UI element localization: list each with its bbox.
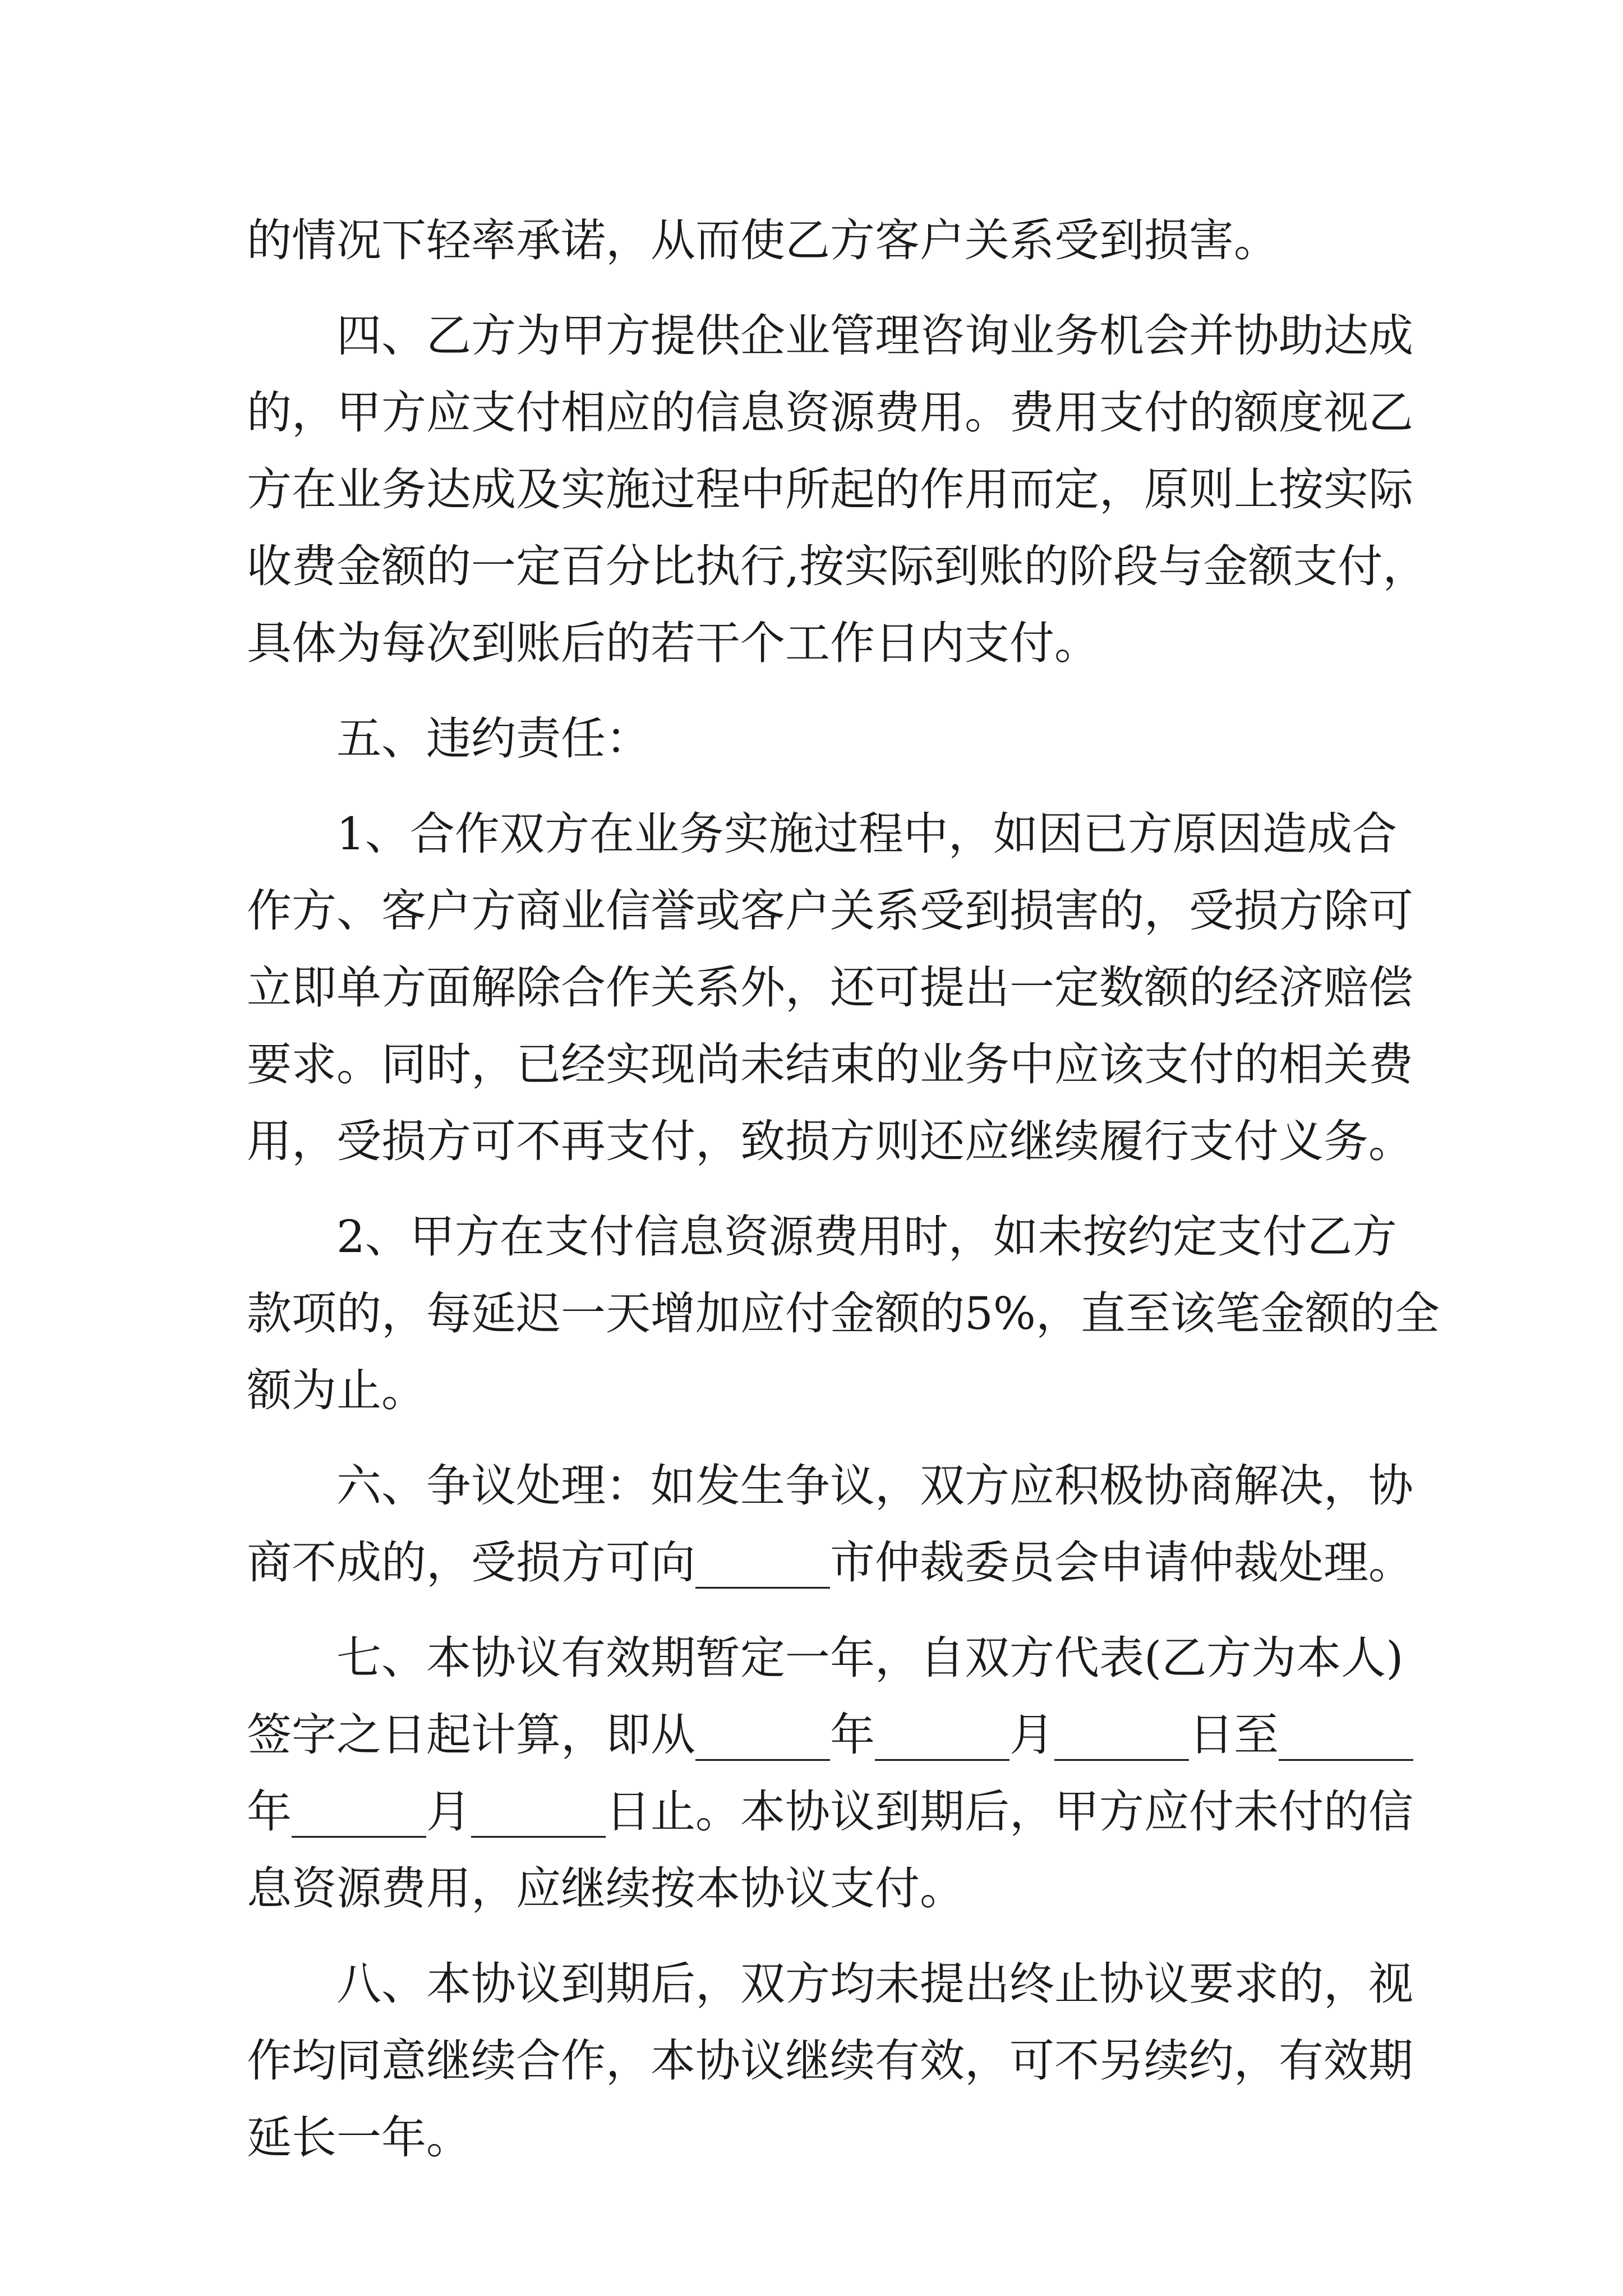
text-line: 七、本协议有效期暂定一年，自双方代表(乙方为本人) — [336, 1632, 1404, 1684]
paragraph — [247, 202, 1385, 279]
text-line: 额为止。 — [247, 1364, 426, 1416]
text-line: 款项的，每延迟一天增加应付金额的5%，直至该笔金额的全 — [247, 1287, 1440, 1340]
text-line: 用，受损方可不再支付，致损方则还应继续履行支付义务。 — [247, 1115, 1413, 1167]
document-page — [247, 202, 1440, 2176]
text-line: 延长一年。 — [247, 2111, 471, 2164]
section-heading: 五、违约责任： — [336, 712, 651, 765]
text-line: 年______月______日止。本协议到期后，甲方应付未付的信 — [247, 1786, 1413, 1838]
text-line: 收费金额的一定百分比执行,按实际到账的阶段与金额支付， — [247, 540, 1428, 592]
paragraph — [247, 1198, 1440, 1429]
text-line: 商不成的，受损方可向______市仲裁委员会申请仲裁处理。 — [247, 1536, 1413, 1589]
paragraph — [247, 1945, 1413, 2176]
text-line: 2、甲方在支付信息资源费用时，如未按约定支付乙方 — [336, 1211, 1397, 1263]
paragraph — [247, 1619, 1413, 1927]
text-line: 立即单方面解除合作关系外，还可提出一定数额的经济赔偿 — [247, 961, 1413, 1014]
text-line: 六、争议处理：如发生争议，双方应积极协商解决，协 — [336, 1460, 1413, 1512]
paragraph — [247, 297, 1428, 682]
text-line: 的，甲方应支付相应的信息资源费用。费用支付的额度视乙 — [247, 386, 1413, 439]
paragraph — [247, 700, 1385, 777]
paragraph — [247, 1447, 1413, 1601]
text-line: 作均同意继续合作，本协议继续有效，可不另续约，有效期 — [247, 2035, 1413, 2087]
text-line: 1、合作双方在业务实施过程中，如因已方原因造成合 — [336, 808, 1397, 860]
text-line: 的情况下轻率承诺，从而使乙方客户关系受到损害。 — [247, 214, 1279, 266]
text-line: 作方、客户方商业信誉或客户关系受到损害的，受损方除可 — [247, 885, 1413, 937]
text-line: 具体为每次到账后的若干个工作日内支付。 — [247, 617, 1099, 669]
text-line: 八、本协议到期后，双方均未提出终止协议要求的，视 — [336, 1958, 1413, 2010]
paragraph — [247, 795, 1413, 1180]
text-line: 方在业务达成及实施过程中所起的作用而定，原则上按实际 — [247, 463, 1413, 516]
text-line: 息资源费用，应继续按本协议支付。 — [247, 1862, 965, 1915]
text-line: 要求。同时，已经实现尚未结束的业务中应该支付的相关费 — [247, 1038, 1413, 1091]
text-line: 四、乙方为甲方提供企业管理咨询业务机会并协助达成 — [336, 310, 1413, 362]
text-line: 签字之日起计算，即从______年______月______日至______ — [247, 1709, 1413, 1761]
